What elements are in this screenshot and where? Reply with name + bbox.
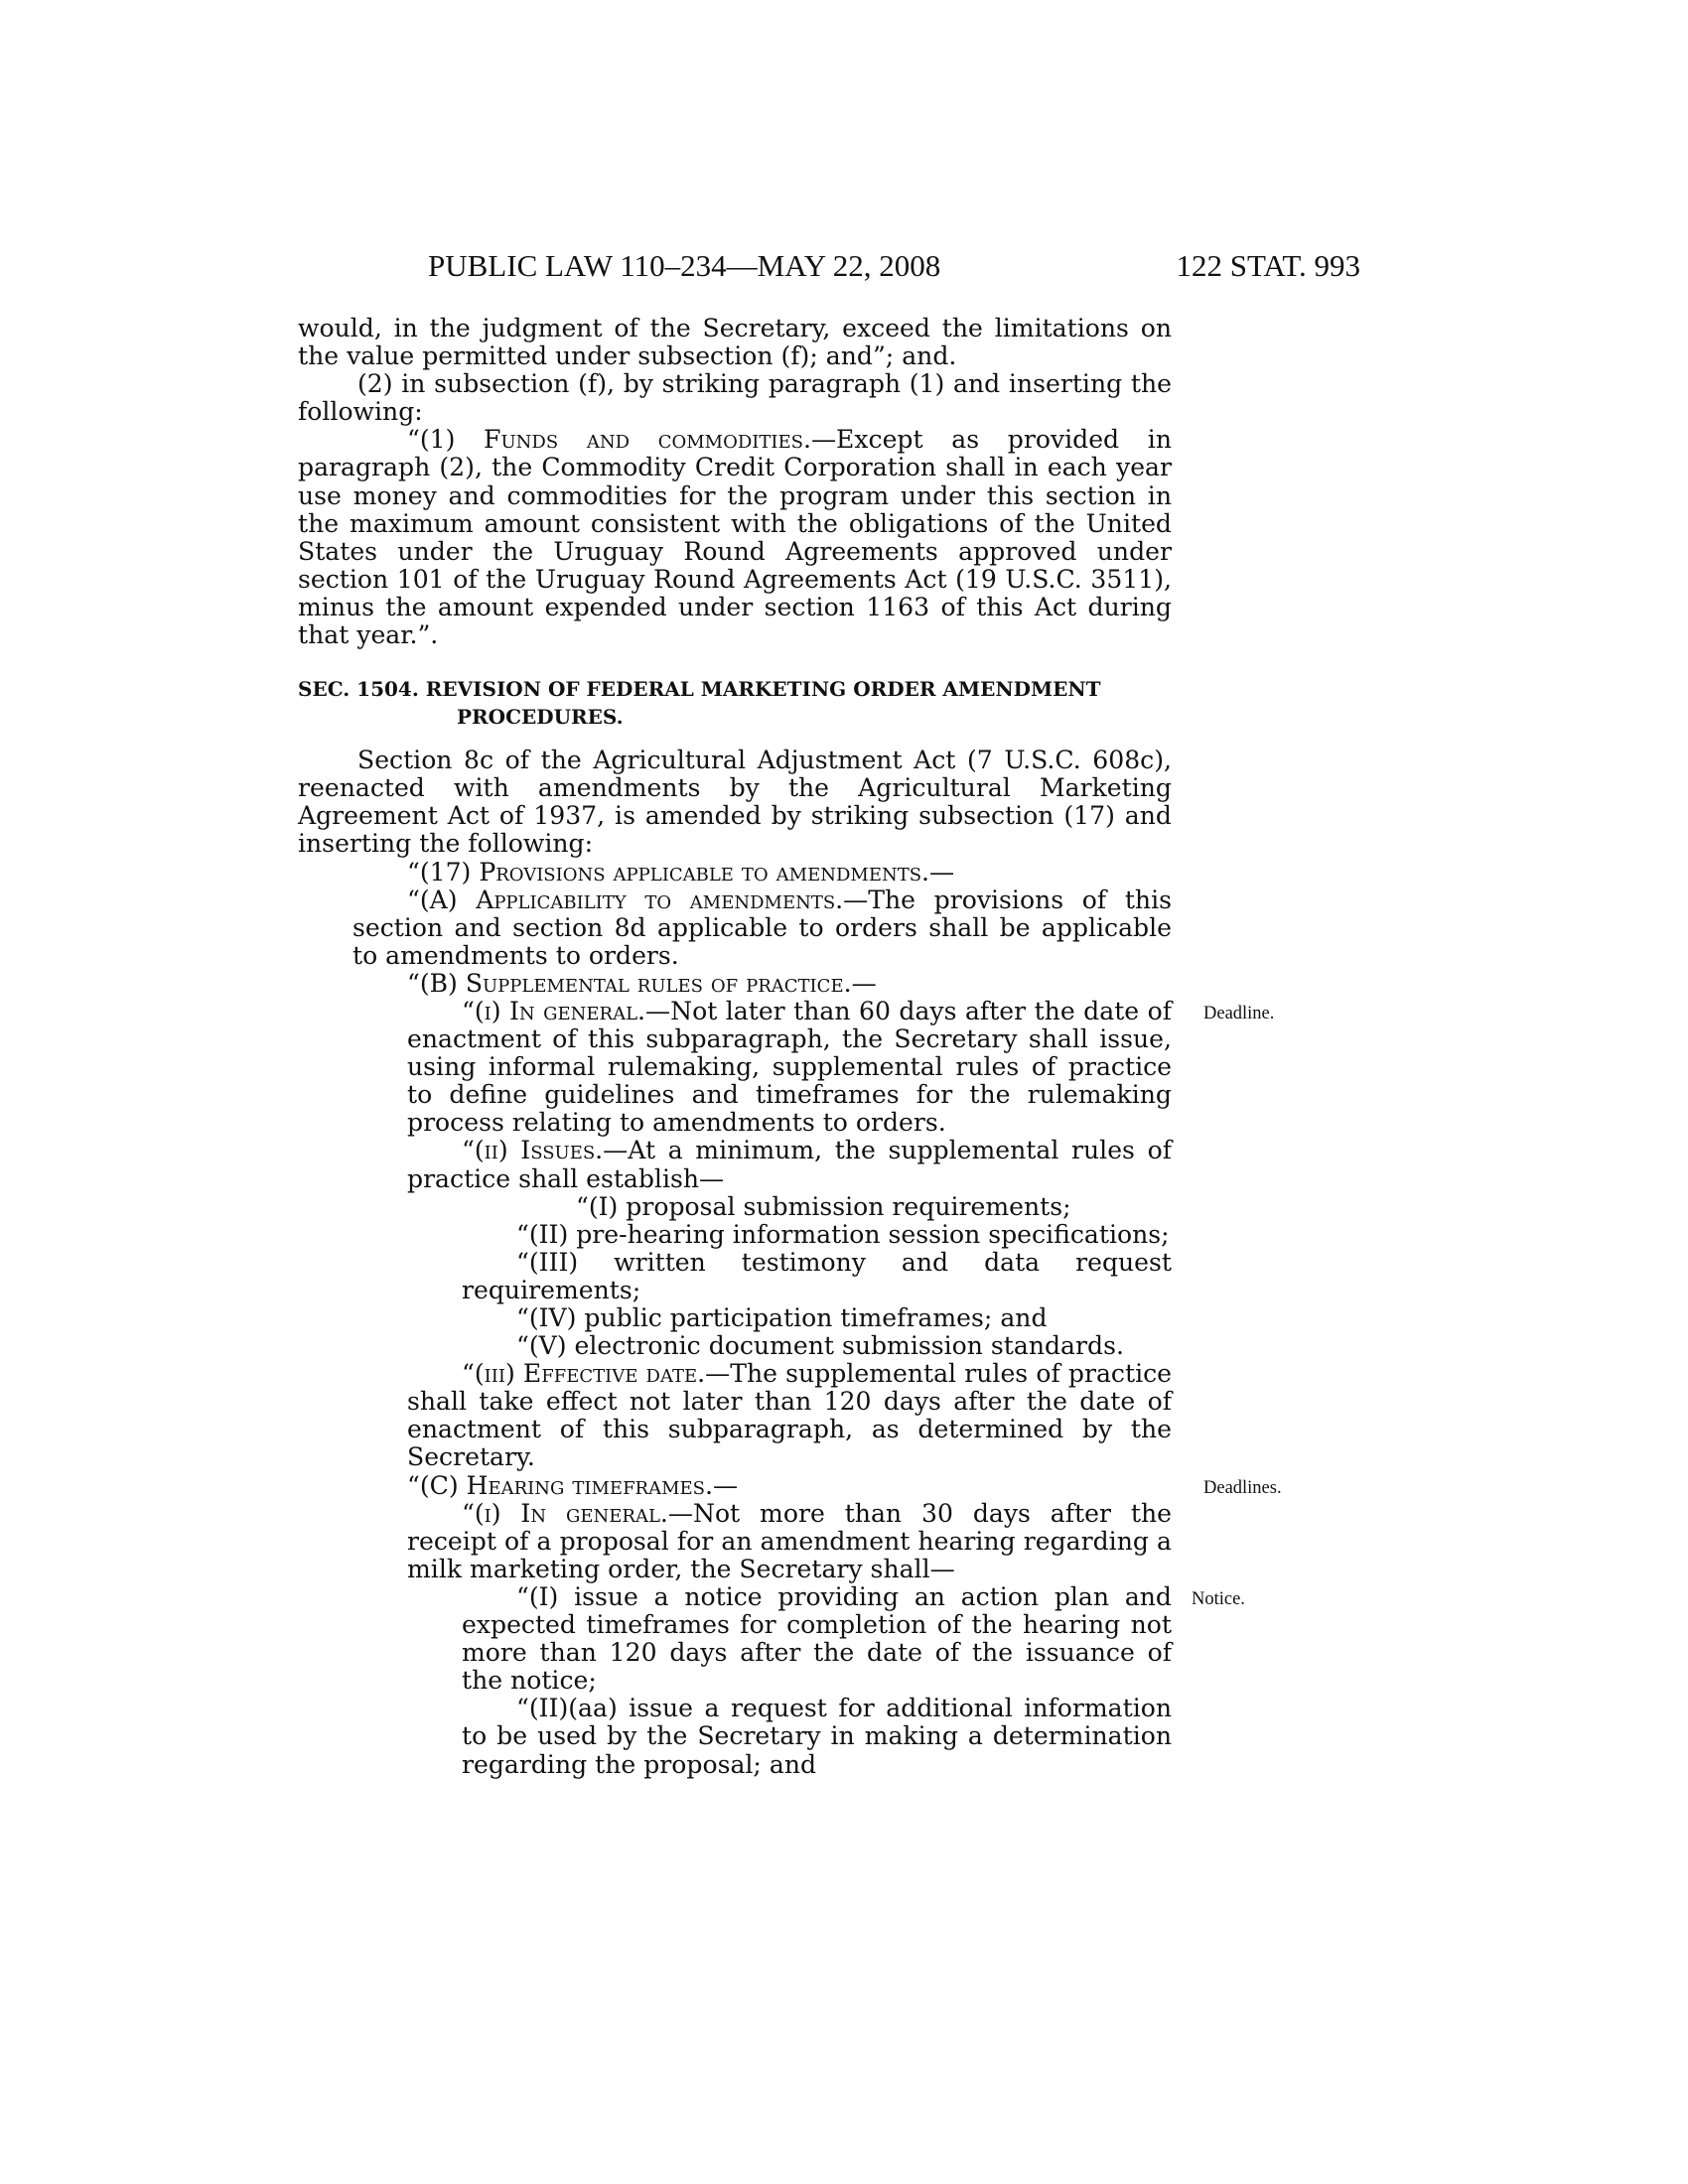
text-issues: —At a minimum, the supplemental rules of practice shall establish— <box>407 1136 1172 1193</box>
margin-note-notice: Notice. <box>1192 1588 1245 1609</box>
paragraph-applicability <box>352 887 1172 970</box>
dash: — <box>851 968 877 998</box>
heading-issues: “(ii) Issues. <box>462 1136 604 1165</box>
paragraph-in-general-1 <box>407 998 1172 1137</box>
row-issue-notice <box>298 1581 1245 1696</box>
item-pre-hearing: “(II) pre-hearing information session specifications; <box>516 1219 1170 1249</box>
item-request-information: “(II)(aa) issue a request for additional information to be used by the Secretary in making a determination regarding the proposal; and <box>462 1694 1172 1779</box>
heading-in-general-1: “(i) In general. <box>462 996 646 1025</box>
paragraph-hearing-timeframes <box>352 1472 1172 1500</box>
item-public-participation: “(IV) public participation timeframes; and <box>516 1303 1048 1332</box>
dash: — <box>712 1470 739 1500</box>
paragraph-continued: would, in the judgment of the Secretary, exceed the limitations on the value permitted under subsection (f); and”; and. <box>298 314 1172 371</box>
text-effective-date: —The supplemental rules of practice shall take effect not later than 120 days after the date of enactment of this subparagraph, as determined by the Secretary. <box>407 1359 1173 1472</box>
text-applicability: —The provisions of this section and section 8d applicable to orders shall be applicable to amendments to orders. <box>352 885 1172 970</box>
margin-note-deadline: Deadline. <box>1203 1003 1275 1024</box>
heading-applicability: “(A) Applicability to amendments. <box>407 885 844 914</box>
item-issue-notice: “(I) issue a notice providing an action plan and expected timeframes for completion of the hearing not more than 120 days after the date of the issuance of the notice; <box>462 1581 1172 1696</box>
paragraph-section-8c: Section 8c of the Agricultural Adjustment Act (7 U.S.C. 608c), reenacted with amendments by the Agricultural Marketing Agreement Act of 1937, is amended by striking subsection (17) and inserting the following: <box>298 746 1172 859</box>
heading-provisions: “(17) Provisions applicable to amendments. <box>407 857 930 887</box>
paragraph-provisions <box>298 859 1172 887</box>
paragraph-issues <box>407 1137 1172 1192</box>
item-proposal-submission: “(I) proposal submission requirements; <box>576 1191 1071 1221</box>
heading-supplemental-rules: “(B) Supplemental rules of practice. <box>407 968 852 998</box>
paragraph-subsection-f: (2) in subsection (f), by striking paragraph (1) and inserting the following: <box>298 369 1172 427</box>
heading-effective-date: “(iii) Effective date. <box>462 1359 706 1389</box>
heading-hearing-timeframes: “(C) Hearing timeframes. <box>407 1470 713 1500</box>
item-written-testimony: “(III) written testimony and data request requirements; <box>462 1247 1172 1304</box>
item-electronic-document: “(V) electronic document submission standards. <box>516 1331 1124 1361</box>
paragraph-funds-and-commodities <box>298 426 1172 649</box>
text-in-general-1: —Not later than 60 days after the date of enactment of this subparagraph, the Secretary shall issue, using informal rulemaking, supplemental rules of practice to define guidelines and timeframes for the rulemaking process relating to amendments to orders. <box>407 996 1172 1138</box>
row-hearing-timeframes <box>298 1470 1282 1500</box>
document-body <box>298 314 1282 1779</box>
margin-note-deadlines: Deadlines. <box>1203 1477 1282 1498</box>
running-head: PUBLIC LAW 110–234—MAY 22, 2008 <box>428 248 941 283</box>
page-header <box>357 246 1360 286</box>
paragraph-supplemental-rules <box>352 970 1172 998</box>
heading-funds-and-commodities: “(1) Funds and commodities. <box>407 425 811 455</box>
paragraph-effective-date <box>407 1360 1172 1471</box>
paragraph-in-general-2 <box>407 1500 1172 1583</box>
text-in-general-2: —Not more than 30 days after the receipt of a proposal for an amendment hearing regarding a milk marketing order, the Secretary shall— <box>407 1498 1172 1583</box>
dash: — <box>929 857 955 887</box>
text-funds-and-commodities: —Except as provided in paragraph (2), the Commodity Credit Corporation shall in each year use money and commodities for the program under this section in the maximum amount consistent with the obligations of the United States under the Uruguay Round Agreements approved under section 101 of the Uruguay Round Agreements Act (19 U.S.C. 3511), minus the amount expended under section 1163 of this Act during that year.”. <box>298 425 1172 650</box>
section-heading: SEC. 1504. REVISION OF FEDERAL MARKETING ORDER AMENDMENT PROCEDURES. <box>298 677 1101 730</box>
heading-in-general-2: “(i) In general. <box>462 1498 668 1528</box>
row-in-general-1 <box>298 996 1275 1138</box>
page-number: 122 STAT. 993 <box>1176 248 1360 283</box>
